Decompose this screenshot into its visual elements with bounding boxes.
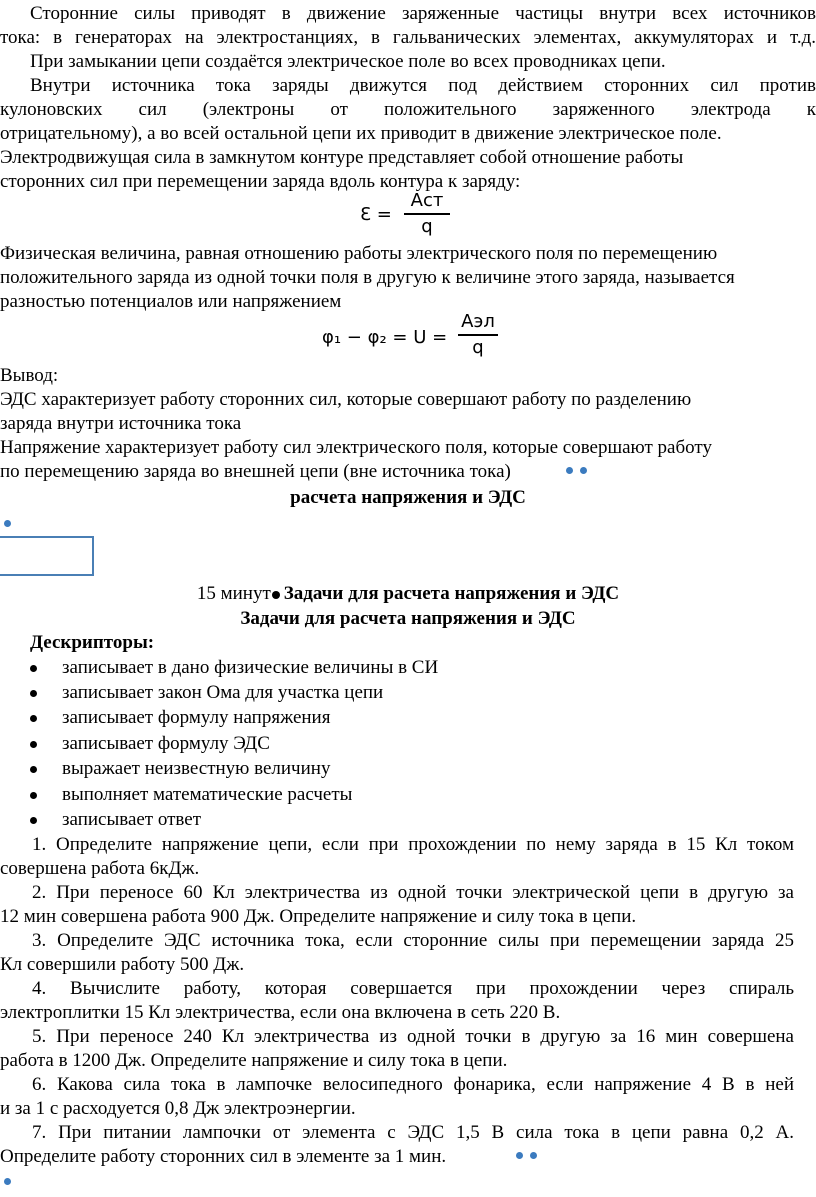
intro-p3-line1: Внутри источника тока заряды движутся под действием сторонних сил против xyxy=(30,75,816,96)
descriptor-text: записывает ответ xyxy=(62,809,202,830)
bullet-icon xyxy=(30,766,37,773)
bullet-icon xyxy=(30,792,37,799)
marker-dot xyxy=(516,1152,523,1159)
bullet-icon xyxy=(30,741,37,748)
p5-line2: положительного заряда из одной точки поля в другую к величине этого заряда, называется xyxy=(0,267,735,288)
task-2-line2: 12 мин совершена работа 900 Дж. Определите напряжение и силу тока в цепи. xyxy=(0,906,637,927)
fraction-bar xyxy=(404,213,450,215)
descriptor-text: выполняет математические расчеты xyxy=(62,784,353,805)
task-1-line1: 1. Определите напряжение цепи, если при прохождении по нему заряда в 15 Кл током xyxy=(32,834,794,855)
marker-dot xyxy=(566,467,573,474)
task-5-line2: работа в 1200 Дж. Определите напряжение и силу тока в цепи. xyxy=(0,1050,508,1071)
emf-denominator: q xyxy=(421,215,433,237)
bullet-icon xyxy=(30,690,37,697)
p5-line3: разностью потенциалов или напряжением xyxy=(0,291,342,312)
intro-p4-line2: сторонних сил при перемещении заряда вдоль контура к заряду: xyxy=(0,171,521,192)
bullet-icon xyxy=(30,665,37,672)
descriptor-text: записывает формулу напряжения xyxy=(62,707,331,728)
emf-formula xyxy=(360,190,450,240)
conclusion-label: Вывод: xyxy=(0,365,59,386)
bullet-icon xyxy=(30,817,37,824)
task-4-line2: электроплитки 15 Кл электричества, если она включена в сеть 220 В. xyxy=(0,1002,561,1023)
intro-p1-line2: тока: в генераторах на электростанциях, в гальванических элементах, аккумуляторах и т.д. xyxy=(0,27,816,48)
intro-p3-line3: отрицательному), а во всей остальной цепи их приводит в движение электрическое поле. xyxy=(0,123,722,144)
intro-p1-line1: Сторонние силы приводят в движение заряженные частицы внутри всех источников xyxy=(30,3,816,24)
timer-label: 15 минут xyxy=(196,583,271,604)
emf-fraction xyxy=(404,190,450,238)
voltage-numerator: Аэл xyxy=(461,311,495,332)
task-7-line2: Определите работу сторонних сил в элементе за 1 мин. xyxy=(0,1146,447,1167)
task-6-line2: и за 1 с расходуется 0,8 Дж электроэнергии. xyxy=(0,1098,356,1119)
voltage-formula xyxy=(322,311,502,361)
timer-line xyxy=(0,582,816,606)
task-3-line1: 3. Определите ЭДС источника тока, если сторонние силы при перемещении заряда 25 xyxy=(32,930,794,951)
intro-p3-line2: кулоновских сил (электроны от положительного заряженного электрода к xyxy=(0,99,816,120)
voltage-denominator: q xyxy=(472,336,484,358)
voltage-fraction xyxy=(458,311,498,359)
emf-numerator: Аст xyxy=(410,190,444,211)
conclusion-line1: ЭДС характеризует работу сторонних сил, которые совершают работу по разделению xyxy=(0,389,692,410)
timer-bullet-icon xyxy=(272,591,280,599)
p5-line1: Физическая величина, равная отношению работы электрического поля по перемещению xyxy=(0,243,718,264)
task-6-line1: 6. Какова сила тока в лампочке велосипедного фонарика, если напряжение 4 В в ней xyxy=(32,1074,794,1095)
descriptor-text: записывает закон Ома для участка цепи xyxy=(62,682,384,703)
descriptor-text: выражает неизвестную величину xyxy=(62,758,331,779)
marker-dot xyxy=(4,1178,11,1185)
task-4-line1: 4. Вычислите работу, которая совершается при прохождении через спираль xyxy=(32,978,794,999)
marker-dot xyxy=(580,467,587,474)
conclusion-line2: заряда внутри источника тока xyxy=(0,413,242,434)
heading-fragment: расчета напряжения и ЭДС xyxy=(290,487,526,508)
task-7-line1: 7. При питании лампочки от элемента с ЭДС 1,5 В сила тока в цепи равна 0,2 А. xyxy=(32,1122,794,1143)
descriptor-text: записывает в дано физические величины в СИ xyxy=(62,657,439,678)
intro-p4-line1: Электродвижущая сила в замкнутом контуре представляет собой отношение работы xyxy=(0,147,684,168)
task-5-line1: 5. При переносе 240 Кл электричества из одной точки в другую за 16 мин совершена xyxy=(32,1026,794,1047)
timer-title: Задачи для расчета напряжения и ЭДС xyxy=(283,583,620,604)
descriptor-text: записывает формулу ЭДС xyxy=(62,733,270,754)
voltage-formula-lhs: φ₁ − φ₂ = U = xyxy=(322,327,448,348)
task-2-line1: 2. При переносе 60 Кл электричества из одной точки электрической цепи в другую за xyxy=(32,882,794,903)
marker-dot xyxy=(4,520,11,527)
descriptors-title: Дескрипторы: xyxy=(30,632,155,653)
marker-dot xyxy=(530,1152,537,1159)
task-1-line2: совершена работа 6кДж. xyxy=(0,858,200,879)
empty-frame xyxy=(0,536,94,576)
section-title: Задачи для расчета напряжения и ЭДС xyxy=(240,608,576,629)
conclusion-line3: Напряжение характеризует работу сил электрического поля, которые совершают работу xyxy=(0,437,712,458)
task-3-line2: Кл совершили работу 500 Дж. xyxy=(0,954,245,975)
conclusion-line4: по перемещению заряда во внешней цепи (вне источника тока) xyxy=(0,461,511,482)
emf-formula-lhs: Ɛ = xyxy=(360,204,392,225)
intro-p2: При замыкании цепи создаётся электрическое поле во всех проводниках цепи. xyxy=(30,51,666,72)
bullet-icon xyxy=(30,715,37,722)
fraction-bar xyxy=(458,334,498,336)
